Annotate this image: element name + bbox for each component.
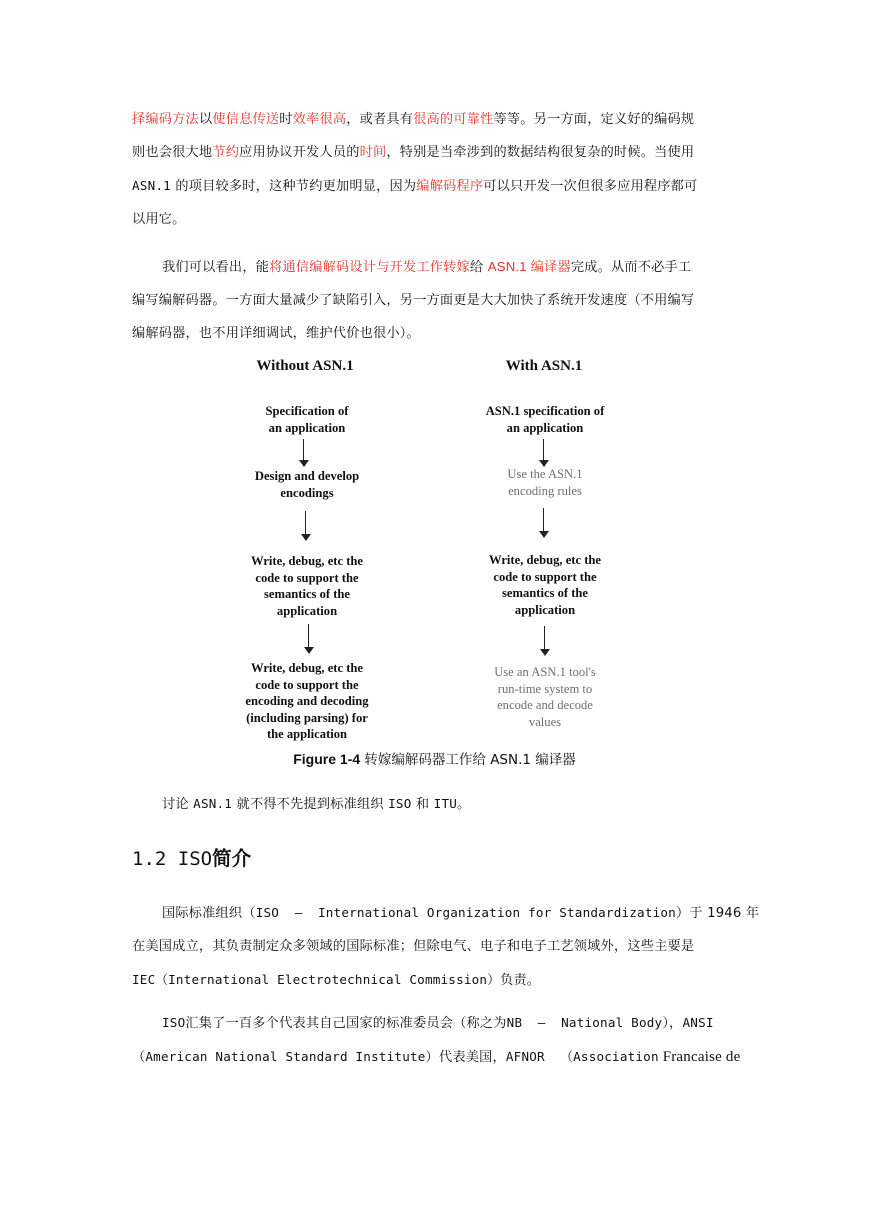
step-line: encoding and decoding — [245, 694, 369, 708]
highlight-text: 编解码程序 — [416, 179, 484, 194]
step-line: Write, debug, etc the — [250, 554, 364, 568]
text-run: 以用它。 — [132, 212, 186, 227]
step-line: Write, debug, etc the — [488, 553, 602, 567]
paragraph-iso-description — [132, 896, 760, 997]
down-arrow-icon — [301, 511, 311, 541]
text-line — [132, 1040, 740, 1074]
text-line — [132, 136, 740, 169]
text-run: IEC（International Electrotechnical Commission） — [132, 972, 500, 987]
step-line: Use an ASN.1 tool's — [494, 665, 596, 679]
highlight-text: 将通信编解码设计与开发工作转嫁 — [269, 260, 470, 275]
text-run: 时 — [279, 112, 293, 127]
text-line — [132, 896, 760, 930]
text-run: 编解码器，也不用详细调试，维护代价也很小）。 — [132, 326, 420, 341]
step-line: code to support the — [255, 570, 359, 585]
text-run: ）代表美国， — [425, 1050, 506, 1065]
text-run: 以 — [198, 112, 213, 127]
text-run: NB – National Body — [506, 1015, 663, 1030]
paragraph-encoding-benefits — [132, 103, 740, 236]
flow-step-left-1 — [217, 403, 397, 436]
text-run: AFNOR （Association — [505, 1049, 659, 1064]
down-arrow-icon — [539, 439, 549, 467]
caption-text: 转嫁编解码器工作给 ASN.1 编译器 — [360, 752, 576, 768]
text-run: 的项目较多时，这种节约更加明显，因为 — [170, 179, 417, 194]
text-run: 和 — [411, 797, 434, 812]
step-line: an application — [506, 420, 584, 435]
text-run: ISO — [388, 796, 412, 811]
step-line: Use the ASN.1 — [507, 467, 583, 481]
text-run: ISO — [162, 1015, 186, 1030]
text-line — [132, 963, 740, 997]
section-number: 1.2 ISO — [132, 848, 213, 870]
text-run: 则也会很大地 — [132, 145, 213, 160]
column-title-with: With ASN.1 — [505, 358, 583, 374]
step-line: ASN.1 specification of — [485, 404, 605, 418]
text-line — [132, 930, 740, 963]
text-run: 我们可以看出，能 — [162, 260, 270, 275]
highlight-text: 时间 — [359, 145, 387, 160]
text-run: ）于 1946 年 — [675, 906, 760, 921]
text-run: Francaise de — [658, 1049, 741, 1065]
step-line: Write, debug, etc the — [250, 661, 364, 675]
text-run: ANSI — [682, 1015, 714, 1030]
down-arrow-icon — [304, 624, 314, 654]
step-line: run-time system to — [497, 681, 593, 696]
step-line: encode and decode — [497, 698, 593, 712]
down-arrow-icon — [540, 626, 550, 656]
text-run: ASN.1 — [132, 178, 171, 193]
text-run: 负责。 — [500, 973, 541, 988]
flow-step-right-3 — [455, 552, 635, 618]
step-line: Design and develop — [254, 469, 360, 483]
text-line — [132, 284, 740, 317]
highlight-text: 使信息传送 — [212, 112, 280, 127]
figure-caption — [0, 749, 869, 770]
down-arrow-icon — [539, 508, 549, 538]
text-run: ASN.1 — [193, 796, 233, 811]
step-line: Specification of — [265, 404, 349, 418]
text-run: 讨论 — [162, 797, 194, 812]
text-run: ，特别是当牵涉到的数据结构很复杂的时候。当使用 — [386, 145, 695, 160]
step-line: code to support the — [255, 677, 359, 692]
text-run: 国际标准组织（ — [162, 906, 256, 921]
highlight-text: ASN.1 编译器 — [487, 259, 571, 274]
text-line — [132, 317, 740, 350]
flow-step-left-2 — [217, 468, 397, 501]
step-line: an application — [268, 420, 346, 435]
text-run: 编写编解码器。一方面大量减少了缺陷引入，另一方面更是大大加快了系统开发速度（不用编写 — [132, 293, 695, 308]
text-run: 完成。从而不必手工 — [570, 260, 692, 275]
flow-step-right-4 — [455, 664, 635, 730]
figure-asn1-comparison — [225, 354, 645, 744]
text-line — [132, 169, 740, 203]
text-line — [132, 103, 740, 136]
highlight-text: 择编码方法 — [132, 112, 199, 127]
step-line: code to support the — [493, 569, 597, 584]
text-run: 在美国成立，其负责制定众多领域的国际标准；但除电气、电子和电子工艺领域外，这些主要是 — [132, 939, 695, 954]
text-run: 可以只开发一次但很多应用程序都可 — [483, 179, 698, 194]
highlight-text: 很高的可靠性 — [413, 112, 494, 127]
step-line: application — [514, 602, 576, 617]
step-line: the application — [266, 727, 348, 741]
text-run: 应用协议开发人员的 — [239, 145, 360, 160]
flow-step-right-2 — [455, 466, 635, 499]
step-line: encoding rules — [508, 483, 582, 498]
text-run: ISO – International Organization for Standardization — [255, 905, 676, 920]
highlight-text: 效率很高 — [292, 112, 347, 127]
text-line — [132, 787, 740, 821]
step-line: semantics of the — [263, 587, 351, 601]
step-line: (including parsing) for — [246, 710, 368, 725]
step-line: application — [276, 603, 338, 618]
text-run: 。 — [457, 797, 471, 812]
text-run: 等等。另一方面，定义好的编码规 — [493, 112, 695, 127]
paragraph-compiler-offload — [132, 250, 740, 350]
text-line — [132, 250, 740, 284]
paragraph-iso-members — [132, 1006, 740, 1074]
flow-step-right-1 — [455, 403, 635, 436]
step-line: semantics of the — [501, 586, 589, 600]
column-title-without: Without ASN.1 — [256, 358, 354, 374]
section-heading — [132, 844, 251, 874]
figure-number: Figure 1-4 — [293, 751, 361, 767]
text-run: ）， — [662, 1016, 683, 1031]
text-run: American National Standard Institute — [145, 1049, 426, 1064]
highlight-text: 节约 — [212, 145, 240, 160]
text-run: 就不得不先提到标准组织 — [232, 797, 389, 812]
text-line — [132, 1006, 740, 1040]
text-run: ITU — [433, 796, 458, 811]
flow-step-left-3 — [217, 553, 397, 619]
down-arrow-icon — [299, 439, 309, 467]
step-line: values — [528, 714, 562, 729]
text-run: 汇集了一百多个代表其自己国家的标准委员会（称之为 — [185, 1016, 507, 1031]
text-run: 给 — [469, 260, 488, 275]
step-line: encodings — [280, 485, 334, 500]
text-run: （ — [132, 1050, 146, 1065]
text-line — [132, 203, 740, 236]
text-run: ，或者具有 — [346, 112, 414, 127]
section-title: 简介 — [212, 847, 252, 870]
flow-step-left-4 — [217, 660, 397, 743]
paragraph-iso-itu-intro — [132, 787, 740, 821]
